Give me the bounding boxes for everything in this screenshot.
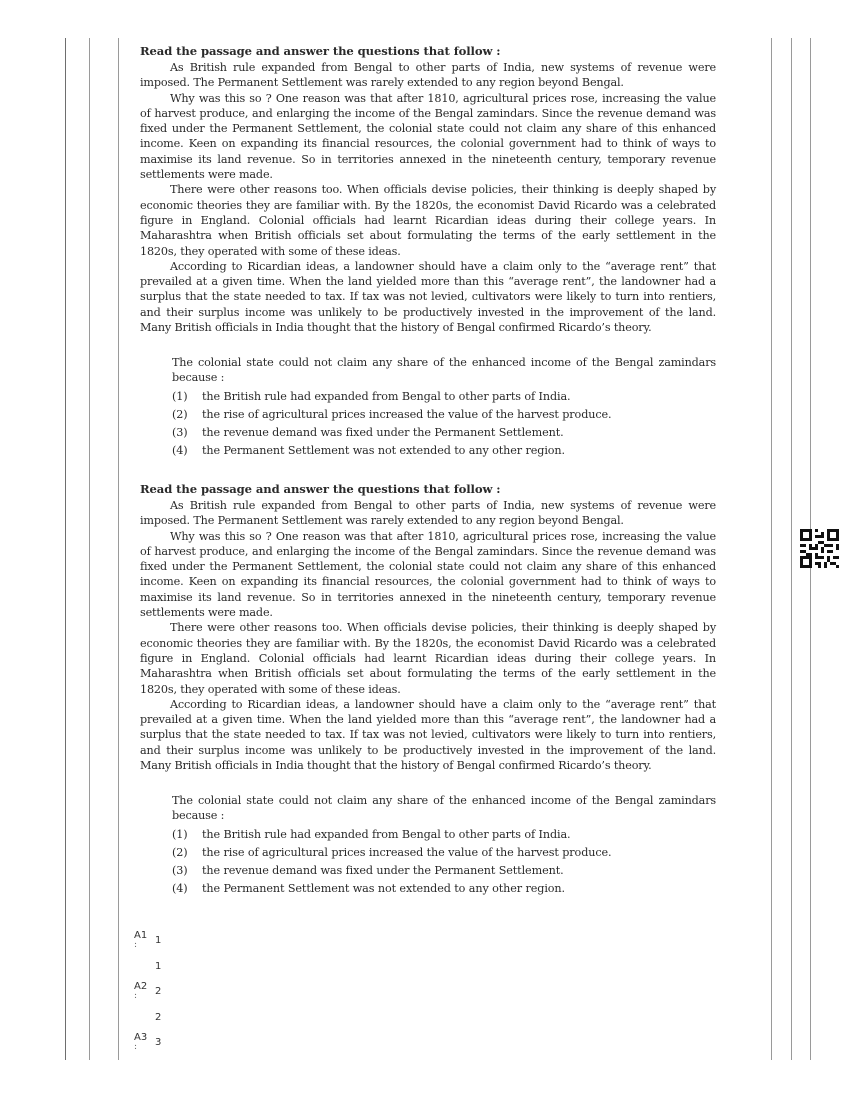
passage-paragraph: As British rule expanded from Bengal to other parts of India, new systems of revenue were imposed. The Permanent Settlement was rarely extended to any region beyond Bengal. <box>140 499 716 528</box>
question-stem: The colonial state could not claim any share of the enhanced income of the Bengal zamindars because : <box>172 794 716 823</box>
option-number: (2) <box>172 408 188 422</box>
answer-option-2 <box>172 406 716 424</box>
answer-value-repeat: 1 <box>155 961 162 972</box>
page-border-left-outer <box>65 38 66 1060</box>
passage-paragraph: There were other reasons too. When officials devise policies, their thinking is deeply shaped by economic theories they are familiar with. By the 1820s, the economist David Ricardo was a celebrated figure in England. Colonial officials had learnt Ricardian ideas during their college years. In Maharashtra when British officials set about formulating the terms of the early settlement in the 1820s, they operated with some of these ideas. <box>140 183 716 258</box>
option-text: the rise of agricultural prices increased the value of the harvest produce. <box>202 846 612 860</box>
answer-label: A3 <box>134 1032 148 1043</box>
answer-option-4 <box>172 442 716 460</box>
answer-label: A1 <box>134 930 148 941</box>
question-block <box>172 793 716 898</box>
answer-value: 2 <box>155 986 162 997</box>
option-number: (4) <box>172 882 188 896</box>
answer-option-3 <box>172 424 716 442</box>
answer-option-1 <box>172 388 716 406</box>
answer-label: A2 <box>134 981 148 992</box>
passage-paragraph: According to Ricardian ideas, a landowner should have a claim only to the “average rent” that prevailed at a given time. When the land yielded more than this “average rent”, the landowner had a surplus that the state needed to tax. If tax was not levied, cultivators were likely to turn into rentiers, and their surplus income was unlikely to be productively invested in the improvement of the land. Many British officials in India thought that the history of Bengal confirmed Ricardo’s theory. <box>140 697 716 773</box>
answer-colon: : <box>134 940 138 950</box>
passage-paragraph: According to Ricardian ideas, a landowner should have a claim only to the “average rent” that prevailed at a given time. When the land yielded more than this “average rent”, the landowner had a surplus that the state needed to tax. If tax was not levied, cultivators were likely to turn into rentiers, and their surplus income was unlikely to be productively invested in the improvement of the land. Many British officials in India thought that the history of Bengal confirmed Ricardo’s theory. <box>140 259 716 335</box>
page-border-right-inner <box>791 38 792 1060</box>
option-number: (3) <box>172 426 188 440</box>
passage-paragraph: As British rule expanded from Bengal to other parts of India, new systems of revenue were imposed. The Permanent Settlement was rarely extended to any region beyond Bengal. <box>140 61 716 90</box>
passage-block-2 <box>140 482 716 898</box>
option-number: (3) <box>172 864 188 878</box>
passage-heading: Read the passage and answer the questions that follow : <box>140 44 501 58</box>
answer-option-3 <box>172 862 716 880</box>
option-text: the Permanent Settlement was not extended to any other region. <box>202 444 565 458</box>
option-text: the revenue demand was fixed under the Permanent Settlement. <box>202 864 564 878</box>
content-border-right <box>771 38 772 1060</box>
answer-colon: : <box>134 1042 138 1052</box>
answer-option-4 <box>172 880 716 898</box>
passage-heading: Read the passage and answer the questions that follow : <box>140 482 501 496</box>
option-text: the Permanent Settlement was not extended to any other region. <box>202 882 565 896</box>
question-block <box>172 355 716 460</box>
answer-colon: : <box>134 991 138 1001</box>
option-text: the British rule had expanded from Bengal to other parts of India. <box>202 390 571 404</box>
passage-paragraph: Why was this so ? One reason was that after 1810, agricultural prices rose, increasing the value of harvest produce, and enlarging the income of the Bengal zamindars. Since the revenue demand was fixed under the Permanent Settlement, the colonial state could not claim any share of this enhanced income. Keen on expanding its financial resources, the colonial government had to think of ways to maximise its land revenue. So in territories annexed in the nineteenth century, temporary revenue settlements were made. <box>140 91 716 182</box>
answer-value: 3 <box>155 1037 162 1048</box>
passage-paragraph: There were other reasons too. When officials devise policies, their thinking is deeply shaped by economic theories they are familiar with. By the 1820s, the economist David Ricardo was a celebrated figure in England. Colonial officials had learnt Ricardian ideas during their college years. In Maharashtra when British officials set about formulating the terms of the early settlement in the 1820s, they operated with some of these ideas. <box>140 621 716 696</box>
option-number: (1) <box>172 828 188 842</box>
answer-option-2 <box>172 844 716 862</box>
qr-code-icon <box>800 529 839 568</box>
answer-option-1 <box>172 826 716 844</box>
content-border-left <box>118 38 119 1060</box>
answer-value: 1 <box>155 935 162 946</box>
answer-value-repeat: 2 <box>155 1012 162 1023</box>
question-stem: The colonial state could not claim any share of the enhanced income of the Bengal zamindars because : <box>172 356 716 385</box>
passage-block-1 <box>140 44 716 460</box>
page-border-left-inner <box>89 38 90 1060</box>
option-text: the rise of agricultural prices increased the value of the harvest produce. <box>202 408 612 422</box>
option-number: (2) <box>172 846 188 860</box>
option-text: the revenue demand was fixed under the Permanent Settlement. <box>202 426 564 440</box>
option-text: the British rule had expanded from Bengal to other parts of India. <box>202 828 571 842</box>
option-number: (4) <box>172 444 188 458</box>
option-number: (1) <box>172 390 188 404</box>
passage-paragraph: Why was this so ? One reason was that after 1810, agricultural prices rose, increasing the value of harvest produce, and enlarging the income of the Bengal zamindars. Since the revenue demand was fixed under the Permanent Settlement, the colonial state could not claim any share of this enhanced income. Keen on expanding its financial resources, the colonial government had to think of ways to maximise its land revenue. So in territories annexed in the nineteenth century, temporary revenue settlements were made. <box>140 529 716 620</box>
